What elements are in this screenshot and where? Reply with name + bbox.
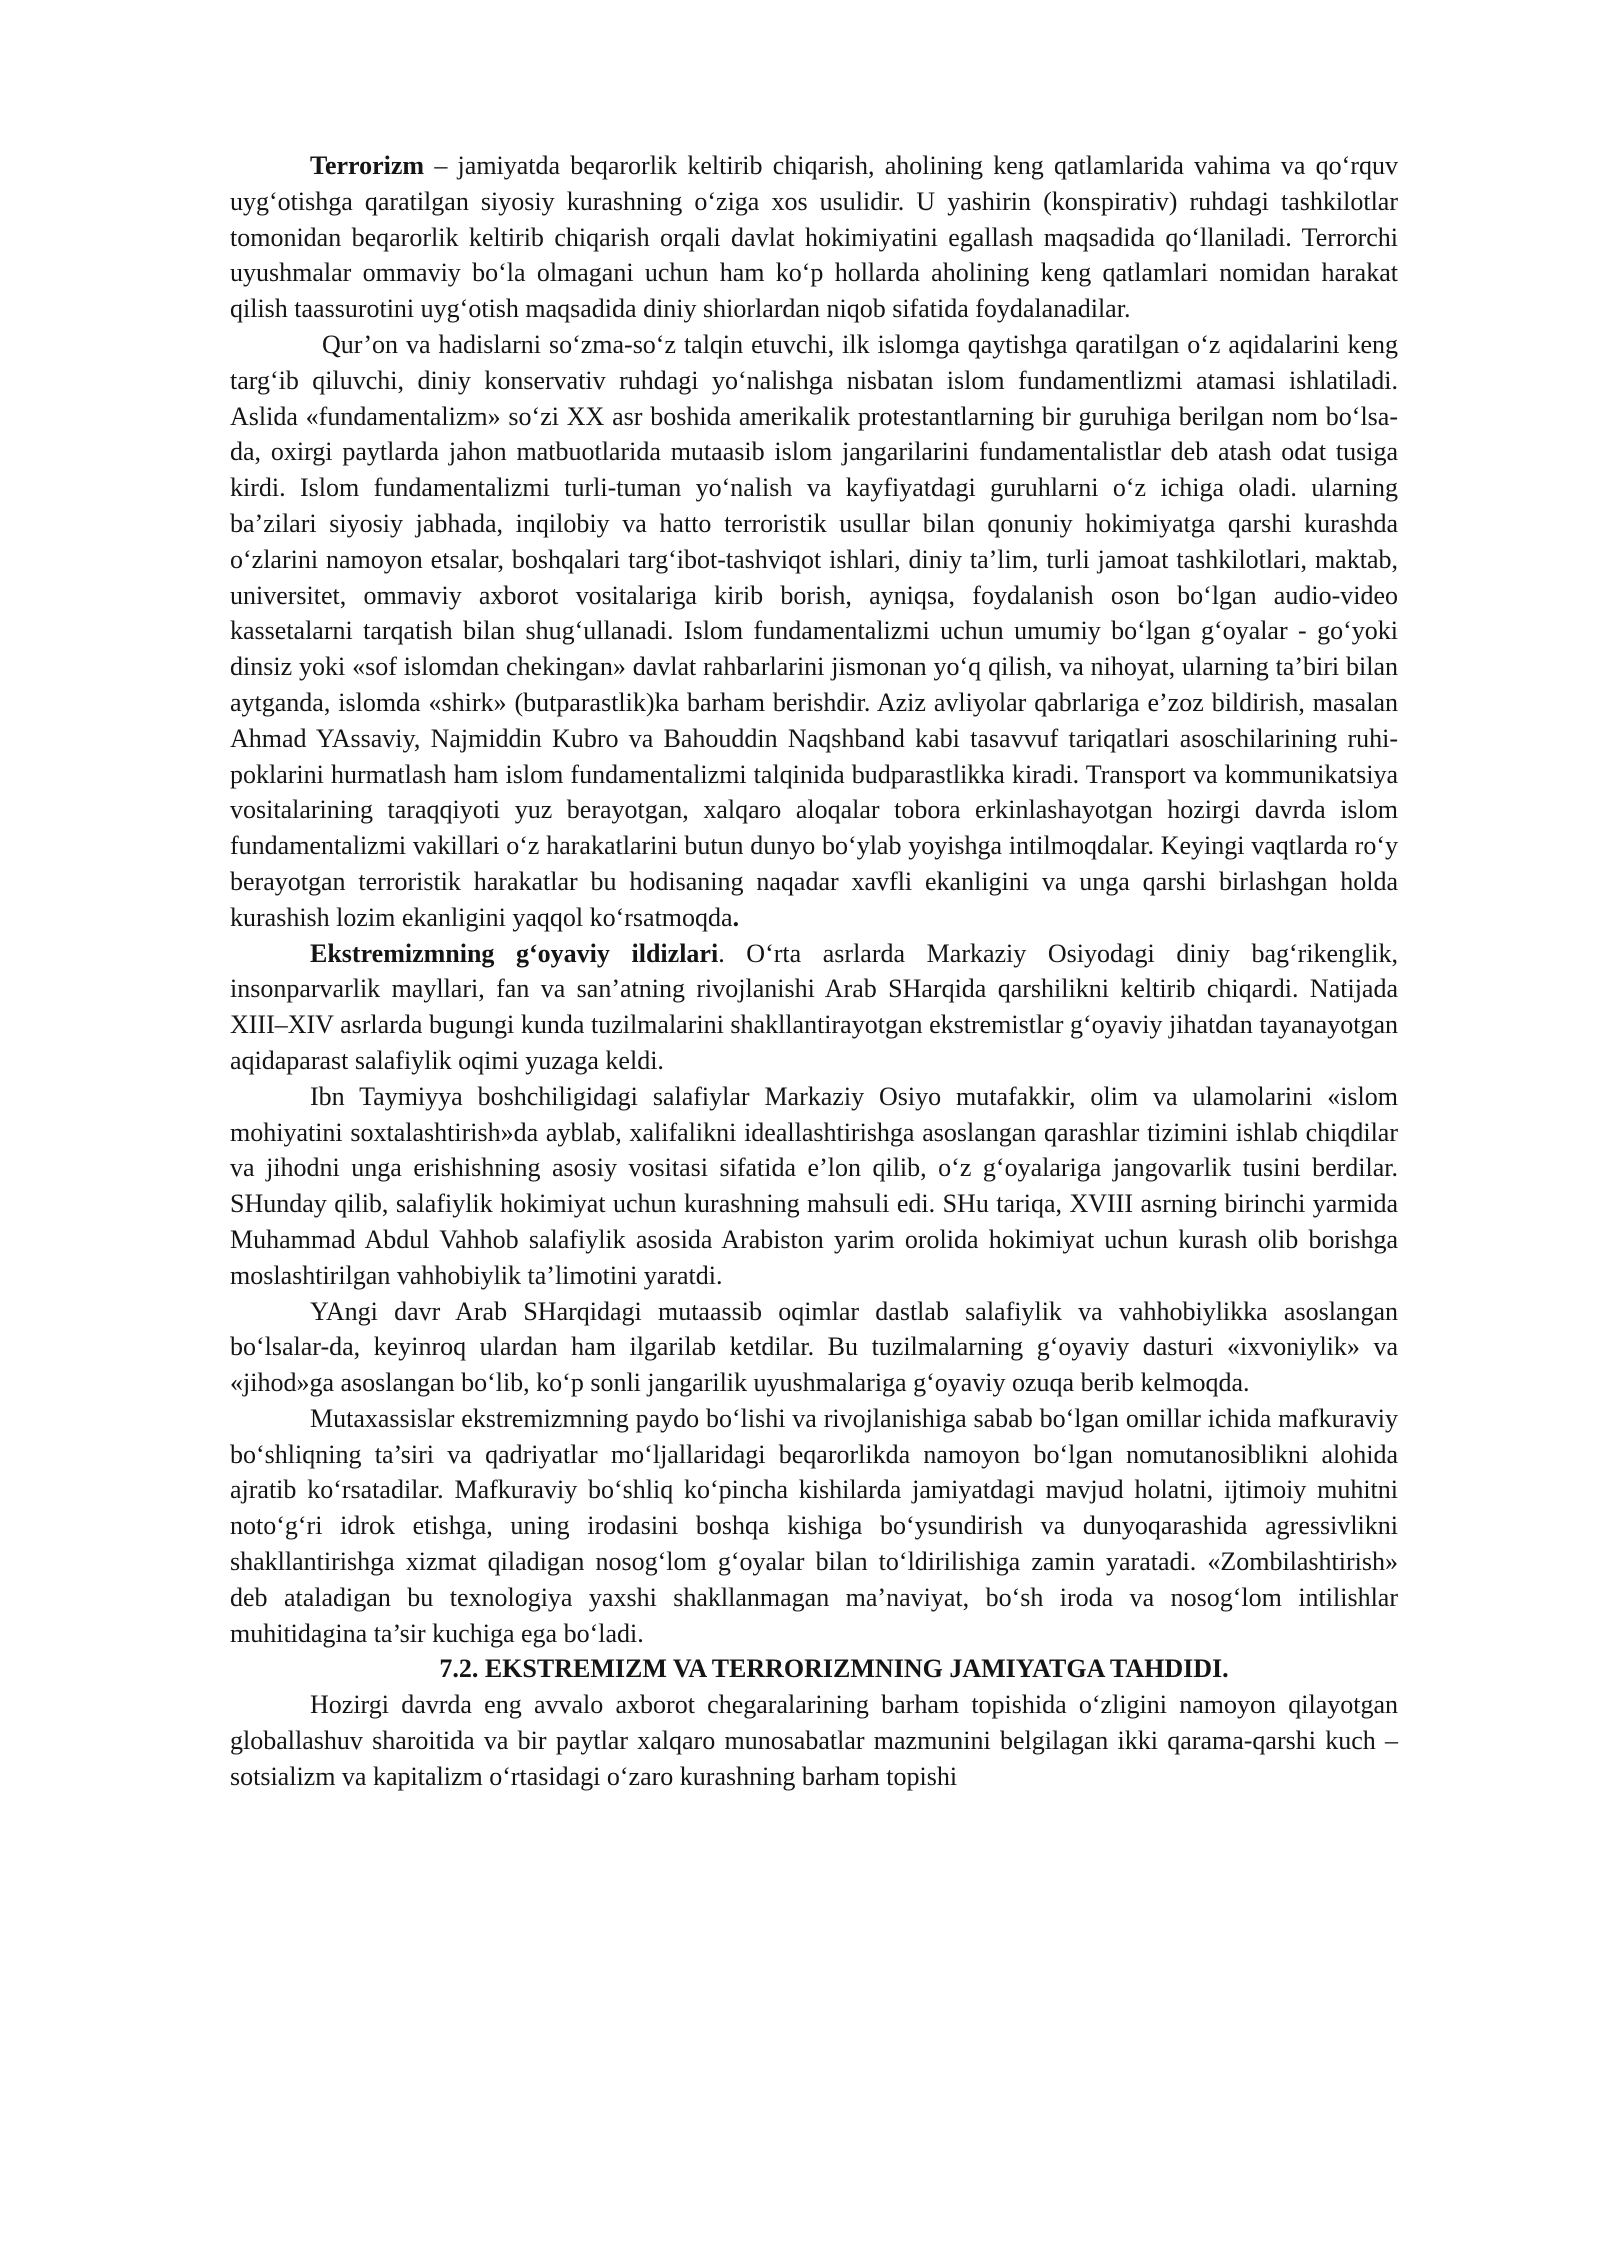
bold-period: . [732,902,740,932]
document-body [230,148,1398,1795]
paragraph-text: . O‘rta asrlarda Markaziy Osiyodagi diniy bag‘rikenglik, insonparvarlik mayllari, fan va san’atning rivojlanishi Arab SHarqida qarshilikni keltirib chiqardi. Natijada XIII–XIV asrlarda bugungi kunda tuzilmalarini shakllantirayotgan ekstremistlar g‘oyaviy jihatdan tayanayotgan aqidaparast salafiylik oqimi yuzaga keldi. [230,938,1399,1075]
paragraph-fundamentalizm [230,327,1398,936]
term-ekstremizm-ildizlari: Ekstremizmning g‘oyaviy ildizlari [310,938,719,968]
paragraph-ekstremizm-ildizlari [230,936,1398,1079]
paragraph-mutaxassislar [230,1401,1398,1652]
paragraph-text: Hozirgi davrda eng avvalo axborot chegaralarining barham topishida o‘zligini namoyon qilayotgan globallashuv sharoitida va bir paytlar xalqaro munosabatlar mazmunini belgilagan ikki qarama-qarshi kuch – sotsializm va kapitalizm o‘rtasidagi o‘zaro kurashning barham topishi [230,1690,1398,1791]
paragraph-terrorizm [230,148,1398,327]
paragraph-text: Qur’on va hadislarni so‘zma-so‘z talqin etuvchi, ilk islomga qaytishga qaratilgan o‘z aqidalarini keng targ‘ib qiluvchi, diniy konservativ ruhdagi yo‘nalishga nisbatan islom fundamentlizmi atamasi ishlatiladi. Aslida «fundamentalizm» so‘zi XX asr boshida amerikalik protestantlarning bir guruhiga berilgan nom bo‘lsa-da, oxirgi paytlarda jahon matbuotlarida mutaasib islom jangarilarini fundamentalistlar deb atash odat tusiga kirdi. Islom fundamentalizmi turli-tuman yo‘nalish va kayfiyatdagi guruhlarni o‘z ichiga oladi. ularning ba’zilari siyosiy jabhada, inqilobiy va hatto terroristik usullar bilan qonuniy hokimiyatga qarshi kurashda o‘zlarini namoyon etsalar, boshqalari targ‘ibot-tashviqot ishlari, diniy ta’lim, turli jamoat tashkilotlari, maktab, universitet, ommaviy axborot vositalariga kirib borish, ayniqsa, foydalanish oson bo‘lgan audio-video kassetalarni tarqatish bilan shug‘ullanadi. Islom fundamentalizmi uchun umumiy bo‘lgan g‘oyalar - go‘yoki dinsiz yoki «sof islomdan chekingan» davlat rahbarlarini jismonan yo‘q qilish, va nihoyat, ularning ta’biri bilan aytganda, islomda «shirk» (butparastlik)ka barham berishdir. Aziz avliyolar qabrlariga e’zoz bildirish, masalan Ahmad YAssaviy, Najmiddin Kubro va Bahouddin Naqshband kabi tasavvuf tariqatlari asoschilarining ruhi-poklarini hurmatlash ham islom fundamentalizmi talqinida budparastlikka kiradi. Transport va kommunikatsiya vositalarining taraqqiyoti yuz berayotgan, xalqaro aloqalar tobora erkinlashayotgan hozirgi davrda islom fundamentalizmi vakillari o‘z harakatlarini butun dunyo bo‘ylab yoyishga intilmoqdalar. Keyingi vaqtlarda ro‘y berayotgan terroristik harakatlar bu hodisaning naqadar xavfli ekanligini va unga qarshi birlashgan holda kurashish lozim ekanligini yaqqol ko‘rsatmoqda [230,329,1398,932]
paragraph-text: Ibn Taymiyya boshchiligidagi salafiylar Markaziy Osiyo mutafakkir, olim va ulamolarini «islom mohiyatini soxtalashtirish»da ayblab, xalifalikni ideallashtirishga asoslangan qarashlar tizimini ishlab chiqdilar va jihodni unga erishishning asosiy vositasi sifatida e’lon qilib, o‘z g‘oyalariga jangovarlik tusini berdilar. SHunday qilib, salafiylik hokimiyat uchun kurashning mahsuli edi. SHu tariqa, XVIII asrning birinchi yarmida Muhammad Abdul Vahhob salafiylik asosida Arabiston yarim orolida hokimiyat uchun kurash olib borishga moslashtirilgan vahhobiylik ta’limotini yaratdi. [230,1081,1398,1290]
paragraph-hozirgi-davr [230,1687,1398,1794]
paragraph-text: Mutaxassislar ekstremizmning paydo bo‘lishi va rivojlanishiga sabab bo‘lgan omillar ichida mafkuraviy bo‘shliqning ta’siri va qadriyatlar mo‘ljallaridagi beqarorlikda namoyon bo‘lgan nomutanosiblikni alohida ajratib ko‘rsatadilar. Mafkuraviy bo‘shliq ko‘pincha kishilarda jamiyatdagi mavjud holatni, ijtimoiy muhitni noto‘g‘ri idrok etishga, uning irodasini boshqa kishiga bo‘ysundirish va dunyoqarashida agressivlikni shakllantirishga xizmat qiladigan nosog‘lom g‘oyalar bilan to‘ldirilishiga zamin yaratadi. «Zombilashtirish» deb ataladigan bu texnologiya yaxshi shakllanmagan ma’naviyat, bo‘sh iroda va nosog‘lom intilishlar muhitidagina ta’sir kuchiga ega bo‘ladi. [230,1403,1398,1648]
section-heading: 7.2. EKSTREMIZM VA TERRORIZMNING JAMIYATGA TAHDIDI. [439,1654,1229,1684]
paragraph-text: – jamiyatda beqarorlik keltirib chiqarish, aholining keng qatlamlarida vahima va qo‘rquv uyg‘otishga qaratilgan siyosiy kurashning o‘ziga xos usulidir. U yashirin (konspirativ) ruhdagi tashkilotlar tomonidan beqarorlik keltirib chiqarish orqali davlat hokimiyatini egallash maqsadida qo‘llaniladi. Terrorchi uyushmalar ommaviy bo‘la olmagani uchun ham ko‘p hollarda aholining keng qatlamlari nomidan harakat qilish taassurotini uyg‘otish maqsadida diniy shiorlardan niqob sifatida foydalanadilar. [230,151,1398,324]
paragraph-ibn-taymiyya [230,1079,1398,1294]
paragraph-text: YAngi davr Arab SHarqidagi mutaassib oqimlar dastlab salafiylik va vahhobiylikka asoslangan bo‘lsalar-da, keyinroq ulardan ham ilgarilab ketdilar. Bu tuzilmalarning g‘oyaviy dasturi «ixvoniylik» va «jihod»ga asoslangan bo‘lib, ko‘p sonli jangarilik uyushmalariga g‘oyaviy ozuqa berib kelmoqda. [230,1296,1398,1398]
paragraph-yangi-davr [230,1294,1398,1401]
term-terrorizm: Terrorizm [310,151,425,180]
